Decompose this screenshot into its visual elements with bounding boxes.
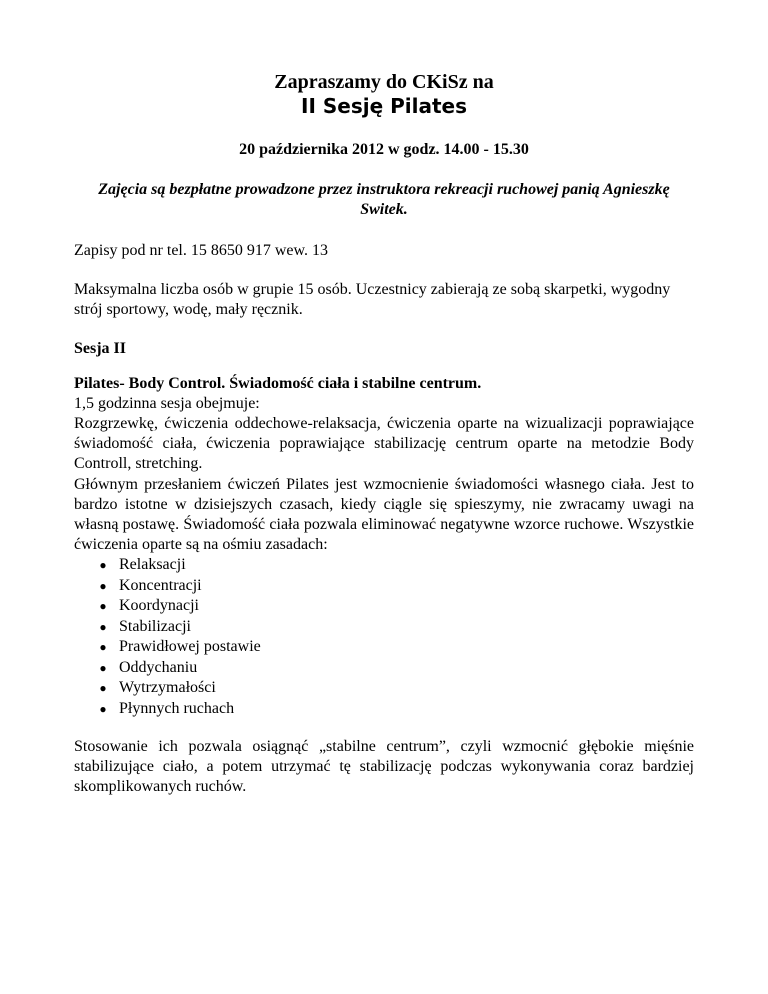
session-title: Pilates- Body Control. Świadomość ciała i stabilne centrum. bbox=[74, 375, 482, 392]
list-item-label: Koordynacji bbox=[119, 597, 199, 614]
list-item-label: Płynnych ruchach bbox=[119, 699, 235, 717]
bullet-icon: ● bbox=[99, 558, 107, 572]
instructor-note: Zajęcia są bezpłatne prowadzone przez instruktora rekreacji ruchowej panią Agnieszkę Switek. bbox=[98, 181, 670, 218]
list-item bbox=[96, 699, 694, 720]
page-subtitle: II Sesję Pilates bbox=[301, 94, 467, 118]
list-item bbox=[96, 555, 694, 576]
list-item bbox=[96, 596, 694, 617]
bullet-icon: ● bbox=[99, 681, 107, 695]
list-item-label: Stabilizacji bbox=[119, 617, 191, 635]
phone-info: Zapisy pod nr tel. 15 8650 917 wew. 13 bbox=[74, 242, 329, 259]
list-item-label: Relaksacji bbox=[119, 556, 186, 573]
list-item bbox=[96, 617, 694, 638]
session-message: Głównym przesłaniem ćwiczeń Pilates jest wzmocnienie świadomości własnego ciała. Jest to bardzo istotne w dzisiejszych czasach, kiedy ciągle się spieszymy, nie zwracamy uwagi na własną postawę. Świadomość ciała pozwala eliminować negatywne wzorce ruchowe. Wszystkie ćwiczenia oparte są na ośmiu zasadach: bbox=[74, 476, 694, 553]
session-intro: 1,5 godzinna sesja obejmuje: bbox=[74, 395, 260, 412]
session-conclusion: Stosowanie ich pozwala osiągnąć „stabilne centrum”, czyli wzmocnić głębokie mięśnie stabilizujące ciało, a potem utrzymać tę stabilizację podczas wykonywania coraz bardziej skomplikowanych ruchów. bbox=[74, 738, 694, 795]
bullet-icon: ● bbox=[99, 640, 107, 654]
list-item-label: Koncentracji bbox=[119, 576, 202, 594]
list-item-label: Oddychaniu bbox=[119, 658, 198, 676]
event-date: 20 października 2012 w godz. 14.00 - 15.30 bbox=[239, 141, 529, 158]
bullet-icon: ● bbox=[99, 701, 107, 716]
page-title: Zapraszamy do CKiSz na bbox=[274, 71, 494, 93]
document-page bbox=[74, 70, 694, 797]
bullet-icon: ● bbox=[99, 619, 107, 634]
bullet-icon: ● bbox=[99, 599, 107, 613]
list-item bbox=[96, 678, 694, 699]
session-contents: Rozgrzewkę, ćwiczenia oddechowe-relaksacja, ćwiczenia oparte na wizualizacji poprawiające świadomość ciała, ćwiczenia poprawiające stabilizację centrum oparte na metodzie Body Controll, stretching. bbox=[74, 415, 694, 472]
list-item-label: Prawidłowej postawie bbox=[119, 638, 261, 655]
list-item bbox=[96, 637, 694, 658]
bullet-icon: ● bbox=[99, 660, 107, 675]
list-item bbox=[96, 576, 694, 597]
bullet-icon: ● bbox=[99, 578, 107, 593]
session-label: Sesja II bbox=[74, 340, 127, 357]
principles-list bbox=[74, 555, 694, 719]
group-info: Maksymalna liczba osób w grupie 15 osób. Uczestnicy zabierają ze sobą skarpetki, wygodny strój sportowy, wodę, mały ręcznik. bbox=[74, 281, 671, 318]
list-item-label: Wytrzymałości bbox=[119, 679, 216, 696]
list-item bbox=[96, 658, 694, 679]
